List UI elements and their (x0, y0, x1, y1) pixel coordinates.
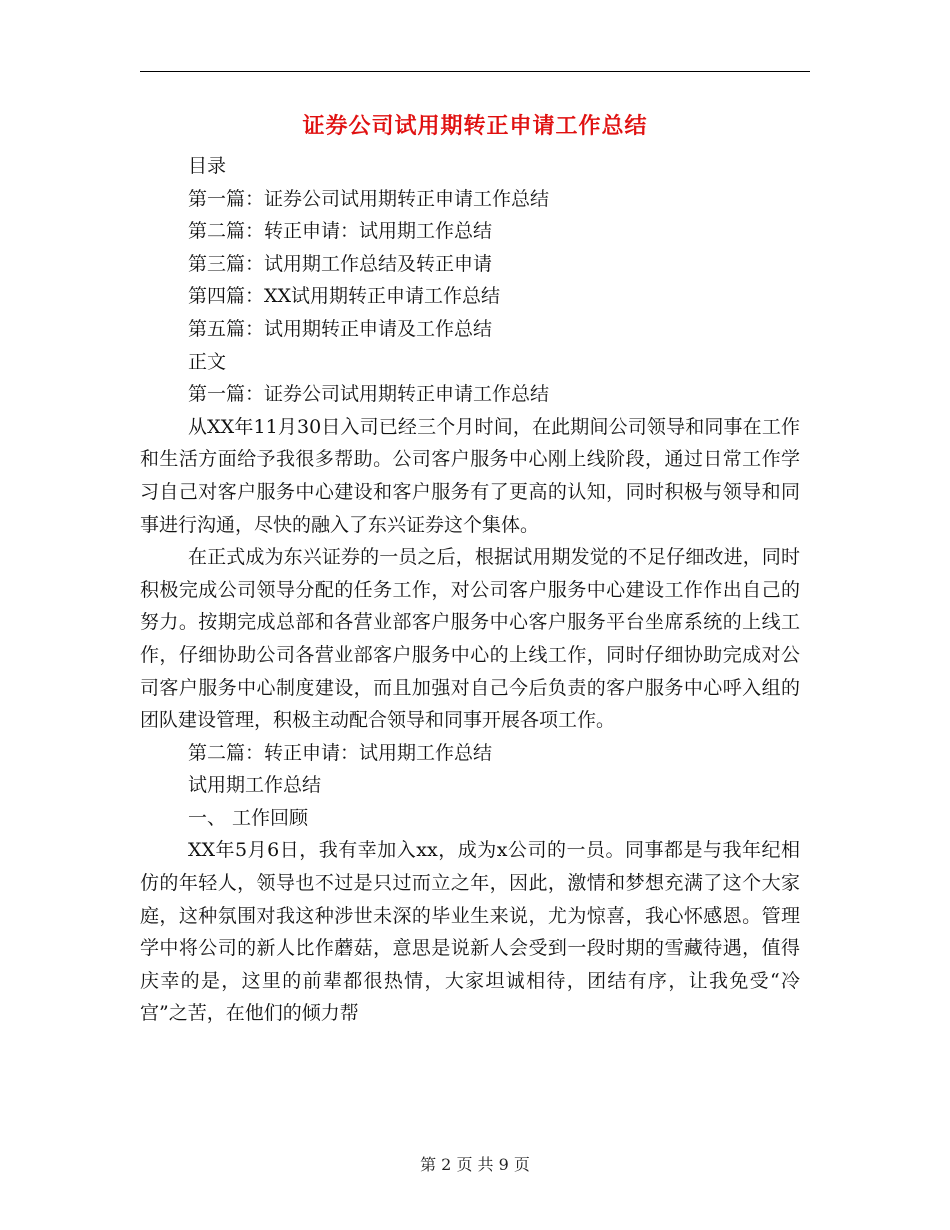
document-body (140, 150, 800, 1030)
toc-heading: 目录 (188, 155, 227, 177)
paragraph: XX年5月6日，我有幸加入xx，成为x公司的一员。同事都是与我年纪相仿的年轻人，领导也不过是只过而立之年，因此，激情和梦想充满了这个大家庭，这种氛围对我这种涉世未深的毕业生来说，尤为惊喜，我心怀感恩。管理学中将公司的新人比作蘑菇，意思是说新人会受到一段时期的雪藏待遇，值得庆幸的是，这里的前辈都很热情，大家坦诚相待，团结有序，让我免受“冷宫”之苦，在他们的倾力帮 (140, 839, 800, 1025)
body-heading: 正文 (188, 350, 227, 373)
toc-item: 第四篇：XX试用期转正申请工作总结 (188, 285, 501, 308)
header-rule (140, 71, 810, 72)
paragraph: 在正式成为东兴证券的一员之后，根据试用期发觉的不足仔细改进，同时积极完成公司领导分配的任务工作，对公司客户服务中心建设工作作出自己的努力。按期完成总部和各营业部客户服务中心客户服务平台坐席系统的上线工作，仔细协助公司各营业部客户服务中心的上线工作，同时仔细协助完成对公司客户服务中心制度建设，而且加强对自己今后负责的客户服务中心呼入组的团队建设管理，积极主动配合领导和同事开展各项工作。 (140, 546, 800, 732)
paragraph: 从XX年11月30日入司已经三个月时间，在此期间公司领导和同事在工作和生活方面给予我很多帮助。公司客户服务中心刚上线阶段，通过日常工作学习自己对客户服务中心建设和客户服务有了更高的认知，同时积极与领导和同事进行沟通，尽快的融入了东兴证券这个集体。 (140, 415, 800, 536)
numbered-point: 一、 工作回顾 (188, 806, 309, 829)
document-title: 证券公司试用期转正申请工作总结 (302, 113, 648, 139)
toc-item: 第二篇：转正申请：试用期工作总结 (188, 220, 493, 243)
section-heading: 第二篇：转正申请：试用期工作总结 (188, 741, 493, 764)
section-heading: 第一篇：证券公司试用期转正申请工作总结 (188, 383, 550, 406)
toc-item: 第一篇：证券公司试用期转正申请工作总结 (188, 187, 550, 210)
section-subtitle: 试用期工作总结 (188, 774, 322, 797)
toc-item: 第五篇：试用期转正申请及工作总结 (188, 317, 493, 340)
toc-item: 第三篇：试用期工作总结及转正申请 (188, 252, 493, 275)
page-number: 第 2 页 共 9 页 (420, 1155, 530, 1174)
